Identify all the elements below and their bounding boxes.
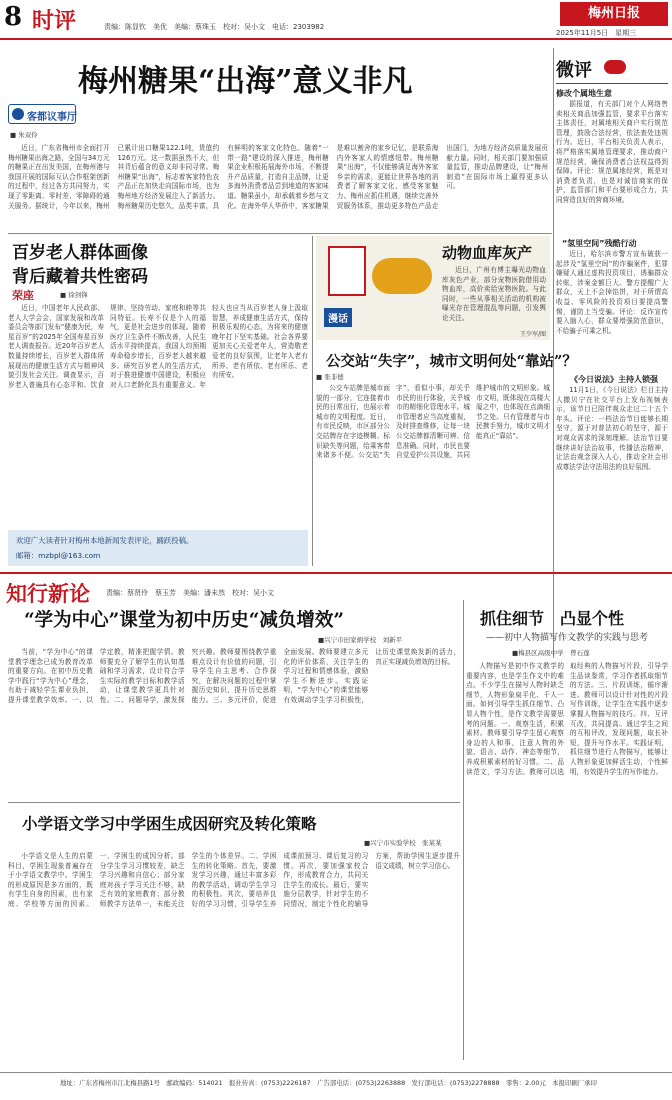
divider [463, 600, 464, 1060]
writing-author: ■梅县区高级中学 曾石莲 [512, 649, 590, 657]
header-staff: 责编：陈显钦 美优 美编：蔡珠玉 校对：吴小文 电话：2303982 [104, 23, 325, 31]
page-number: 8 [4, 2, 23, 32]
bus-author: ■ 张非德 [316, 373, 344, 381]
speech-bubble-icon [604, 60, 626, 74]
bus-article-body [316, 384, 550, 566]
elderly-column: 荣座 [12, 289, 34, 302]
cartoon-credit: 王少军/图 [519, 331, 546, 338]
weiping-text-1: 近日，哈尔滨市警方宣布破获一起涉及“氢里空间”的诈骗案件，犯罪嫌疑人通过虚构投资项目，诱骗群众转账，涉案金额巨大。警方提醒广大群众，天上不会掉馅饼，对于所谓高收益、零风险的投资项目要提高警惕，谨防上当受骗。评论：反诈宣传要入脑入心，群众要增强防范意识，不给骗子可乘之机。 [556, 250, 668, 335]
column-logo [8, 104, 76, 124]
contact-email[interactable]: 邮箱：mzbpl@163.com [16, 551, 101, 560]
footer-info: 地址：广东省梅州市江北梅县路1号 邮政编码：514021 报社传真：(0753)2226187 广告部电话：(0753)2263888 发行部电话：(0753)2278888 零售：2.00元 本报印刷厂承印 [60, 1079, 597, 1087]
top-article-text: 近日，广东省梅州市全面打开梅州糖果出海之路，全国与34万元的糖果正在出发美国，在梅州港与我国开展的国际互认合作框架创新的过程中，经过各方共同努力，实现了零距离、零时差、零障碍的通关服务。据统计，今年以来，梅州已累计出口糖果122.1吨，货值约126万元。这一数据虽然不大，但其背后蕴含的意义却非同寻常。梅州糖果“出海”，标志着客家特色农产品正在加快走向国际市场，也为梅州地方经济发展注入了新活力。梅州糖果历史悠久，品类丰富，具有鲜明的客家文化特色。随着“一带一路”建设的深入推进，梅州糖果企业积极拓展海外市场，不断提升产品质量，打造自主品牌，让更多海外消费者品尝到地道的客家味道。糖果虽小，却承载着乡愁与文化。在海外华人华侨中，客家糖果是难以割舍的家乡记忆，是联系海内外客家人的情感纽带。梅州糖果“出海”，不仅能够满足海外客家乡亲的需求，更能让世界各地的消费者了解客家文化，感受客家魅力。梅州应抓住机遇，继续完善外贸服务体系，推动更多特色产品走出国门，为地方经济高质量发展贡献力量。同时，相关部门要加强质量监管，推动品牌建设，让“梅州制造”在国际市场上赢得更多认可。 [8, 144, 548, 210]
elderly-headline-1: 百岁老人群体画像 [12, 243, 148, 263]
weiping-body-1 [556, 250, 668, 366]
section-divider [0, 572, 672, 574]
bus-headline: 公交站“失字”，城市文明何处“靠站”？ [326, 353, 577, 370]
cartoon-caption-text: 近日，广州有博主曝光动物血库灰色产业，部分宠物医院借用动物血库，高价卖给宠物医院。与此同时，一些从事相关活动的机构被曝光存在管理混乱等问题，引发舆论关注。 [442, 266, 546, 322]
cartoon-label: 漫话 [324, 308, 352, 327]
writing-headline: 抓住细节 凸显个性 [480, 609, 625, 628]
reading-author: ■兴宁市实验学校 张某某 [364, 839, 442, 847]
section2-title: 知行新论 [6, 581, 90, 606]
weiping-title: 微评 [556, 60, 592, 81]
writing-article-body [466, 662, 668, 1060]
weiping-sub1: “氢里空间”残酷行动 [562, 239, 637, 248]
footer-divider [0, 1072, 672, 1073]
top-author: ■ 朱双伶 [10, 131, 38, 139]
reading-headline: 小学语文学习中学困生成因研究及转化策略 [22, 814, 317, 833]
section2-staff: 责编：蔡贤伶 蔡玉芳 美编：潘未然 校对：吴小文 [106, 589, 274, 597]
divider [8, 233, 552, 234]
cartoon-panel [316, 236, 550, 340]
writing-article-text: 人物描写是初中作文教学的重要内容，也是学生作文中的难点。不少学生在描写人物时缺乏细节，人物形象扁平化、千人一面。如何引导学生抓住细节、凸显人物个性，是作文教学需要思考的问题。一、观察生活，积累素材。教师要引导学生留心观察身边的人和事，注意人物的外貌、语言、动作、神态等细节，养成积累素材的好习惯。二、品读范文，学习方法。教师可以选取经典的人物描写片段，引导学生品读鉴赏，学习作者抓取细节的方法。三、片段训练，循序渐进。教师可以设计针对性的片段写作训练，让学生在实践中逐步掌握人物描写的技巧。四、互评互改，共同提高。通过学生之间的互相评改，发现问题，取长补短，提升写作水平。实践证明，抓住细节进行人物描写，能够让人物形象更加鲜活生动，个性鲜明，有效提升学生的写作能力。 [466, 662, 668, 776]
history-author: ■兴宁市田家炳学校 刘新平 [318, 636, 403, 644]
top-article-body [8, 144, 548, 228]
weiping-text: 据报道，有关部门对个人网络售卖相关商品加强监管，要求平台落实主体责任，对属地相关商户实行规范管理，鼓励合法经营，依法查处违规行为。近日，平台相关负责人表示，将严格落实属地管理要求，推动商户规范经营，确保消费者合法权益得到保障。评论：规范属地经营，既是对消费者负责，也是对诚信商家的保护，监管部门和平台要形成合力，共同营造良好的营商环境。 [556, 100, 668, 204]
top-headline: 梅州糖果“出海”意义非凡 [78, 64, 413, 99]
history-headline: “学为中心”课堂为初中历史“减负增效” [24, 610, 345, 631]
divider [312, 236, 313, 566]
elderly-article-text: 近日，中国老年人民政部、老人大学会会，国家发展和改革委员会等部门发布“健康为民，寿星百岁”的2025年全国寿星百岁老人调查报告。近20年百岁老人数量持续增长，百岁老人群体所展现出的健康生活方式与精神风貌引发社会关注。调查显示，百岁老人普遍具有心态平和、饮食规律、坚持劳动、家庭和睦等共同特征。长寿不仅是个人的福气，更是社会进步的体现。随着医疗卫生条件不断改善，人民生活水平持续提高，我国人均预期寿命稳步增长，百岁老人越来越多。研究百岁老人的生活方式，对于推进健康中国建设，积极应对人口老龄化具有重要意义。年轻人也应当从百岁老人身上汲取智慧，养成健康生活方式，保持积极乐观的心态，为将来的健康晚年打下坚实基础。社会各界要更加关心关爱老年人，营造敬老爱老的良好氛围，让老年人老有所养、老有所依、老有所乐、老有所安。 [8, 304, 308, 389]
cartoon-caption [442, 266, 546, 330]
contact-box [8, 530, 308, 566]
dog-icon [372, 258, 432, 294]
weiping-body [556, 100, 668, 232]
newspaper-brand: 梅州日报 [560, 2, 668, 26]
weiping-sub2: 《今日说法》主持人锁强 [570, 375, 658, 384]
blood-bag-icon [328, 246, 366, 296]
elderly-headline-2: 背后藏着共性密码 [12, 267, 148, 287]
bus-article-text: 公交车站牌是城市面貌的一部分，它连接着市民的日常出行，也展示着城市的文明程度。近日，有市民反映，市区部分公交站牌存在字迹模糊、标识缺失等问题，给乘客带来诸多不便。公交站“失字”，看似小事，却关乎市民的出行体验，关乎城市的精细化管理水平。城市管理者应当高度重视，及时排查维修，让每一块公交站牌都清晰可辨、信息准确。同时，市民也要自觉爱护公共设施，共同维护城市的文明形象。城市文明，既体现在高楼大厦之中，也体现在点滴细节之处。只有管理者与市民携手努力，城市文明才能真正“靠站”。 [316, 384, 550, 460]
cartoon-title: 动物血库灰产 [442, 244, 533, 262]
weiping-text-2: 11月1日，《今日说法》栏目主持人撒贝宁在社交平台上发布视频表示，该节目已陪伴观众走过二十五个年头。评论：一档法治节目能够长期坚守，源于对普法初心的坚守，源于对观众需求的深刻理解。法治节目要继续讲好法治故事，传播法治精神，让法治观念深入人心，推动全社会形成尊法学法守法用法的良好氛围。 [556, 386, 668, 471]
column-name: 客都议事厅 [27, 112, 77, 123]
weiping-lead: 修改个属地生意 [556, 89, 612, 98]
section-title: 时评 [32, 8, 77, 34]
writing-subtitle: ——初中人物描写作文教学的实践与思考 [486, 633, 649, 643]
elderly-article-body [8, 304, 308, 526]
history-article-text: 当前，“学为中心”的课堂教学理念已成为教育改革的重要方向。在初中历史教学中践行“学为中心”理念，有助于减轻学生课业负担，提升课堂教学效率。一、以学定教，精准把握学情。教师要充分了解学生的认知基础和学习需求，设计符合学生实际的教学目标和教学活动，让课堂教学更具针对性。二、问题导学，激发探究兴趣。教师要围绕教学重难点设计有价值的问题，引导学生自主思考、合作探究，在解决问题的过程中掌握历史知识，提升历史思维能力。三、多元评价，促进全面发展。教师要建立多元化的评价体系，关注学生的学习过程和情感体验，激励学生不断进步。实践证明，“学为中心”的课堂能够有效调动学生学习积极性，让历史课堂焕发新的活力，真正实现减负增效的目标。 [8, 648, 460, 704]
elderly-author: ■ 徐剑锋 [60, 291, 88, 299]
history-article-body [8, 648, 460, 796]
weiping-header [556, 52, 668, 84]
reading-article-body [8, 852, 460, 1060]
issue-date: 2025年11月5日 星期三 [556, 29, 637, 37]
reading-article-text: 小学语文是人生的启蒙科目，学困生现象普遍存在于小学语文教学中。学困生的形成原因是多方面的，既有学生自身的因素，也有家庭、学校等方面的因素。一、学困生的成因分析。部分学生学习习惯较差，缺乏学习兴趣和自信心；部分家庭对孩子学习关注不够，缺乏有效的家庭教育；部分教师教学方法单一，未能关注学生的个体差异。二、学困生的转化策略。首先，要激发学习兴趣，通过丰富多彩的教学活动，调动学生学习的积极性。其次，要培养良好的学习习惯，引导学生养成课前预习、课后复习的习惯。再次，要加强家校合作，形成教育合力，共同关注学生的成长。最后，要实施分层教学，针对学生的不同情况，制定个性化的辅导方案，帮助学困生逐步提升语文成绩，树立学习信心。 [8, 852, 460, 908]
divider [8, 802, 460, 803]
column-logo-icon [12, 108, 24, 120]
contact-text: 欢迎广大读者针对梅州本地新闻发表评论，踊跃投稿。 [16, 536, 194, 545]
